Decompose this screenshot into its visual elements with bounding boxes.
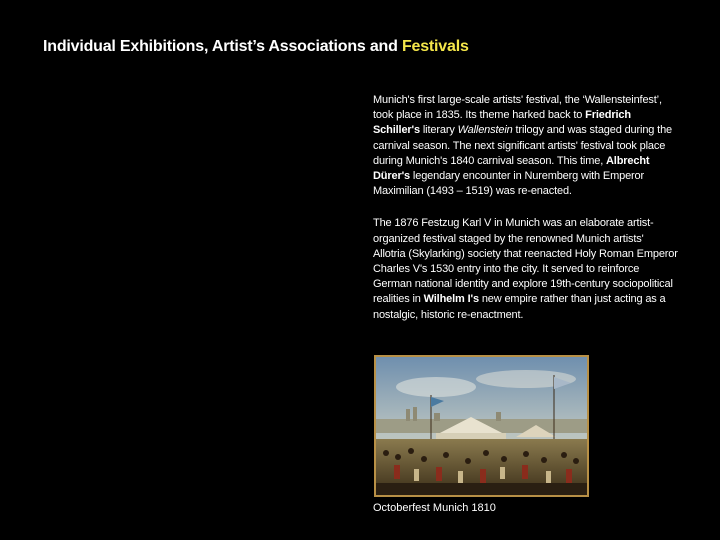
paragraph-festivals-1835-1840 — [373, 93, 678, 199]
title-main: Individual Exhibitions, Artist’s Associations and — [43, 38, 402, 55]
p1-bold-schiller: Friedrich Schiller's — [373, 109, 631, 137]
p2-text-2: new empire rather than just acting as a nostalgic, historic re-enactment. — [373, 293, 666, 321]
p2-text-1: The 1876 Festzug Karl V in Munich was an elaborate artist-organized festival staged by the renowned Munich artists' Allotria (Skylarking) society that reenacted Holy Roman Emperor Charles V's 1530 entry into the city. It served to reinforce German national identity and explore 19th-century sociopolitical realities in — [373, 217, 678, 306]
slide-title — [43, 38, 683, 56]
paragraph-festzug-1876 — [373, 216, 678, 322]
p1-text-2: literary — [419, 124, 458, 137]
oktoberfest-painting — [374, 355, 589, 497]
p1-bold-durer: Albrecht Dürer's — [373, 154, 650, 183]
body-text — [373, 93, 678, 340]
title-highlight: Festivals — [401, 38, 469, 55]
p1-italic-wallenstein: Wallenstein — [457, 124, 513, 137]
painting-illustration — [376, 357, 587, 495]
image-caption: Octoberfest Munich 1810 — [373, 502, 496, 514]
p2-bold-wilhelm: Wilhelm I's — [423, 293, 479, 306]
p1-text-3: trilogy and was staged during the carnival season. The next significant artists' festival took place during Munich's 1840 carnival season. This time, — [373, 124, 673, 167]
p1-text-1: Munich's first large-scale artists' festival, the ‘Wallensteinfest’, took place in 1835. Its theme harked back to — [373, 94, 662, 122]
p1-text-4: legendary encounter in Nuremberg with Emperor Maximilian (1493 – 1519) was re-enacted. — [373, 170, 645, 198]
